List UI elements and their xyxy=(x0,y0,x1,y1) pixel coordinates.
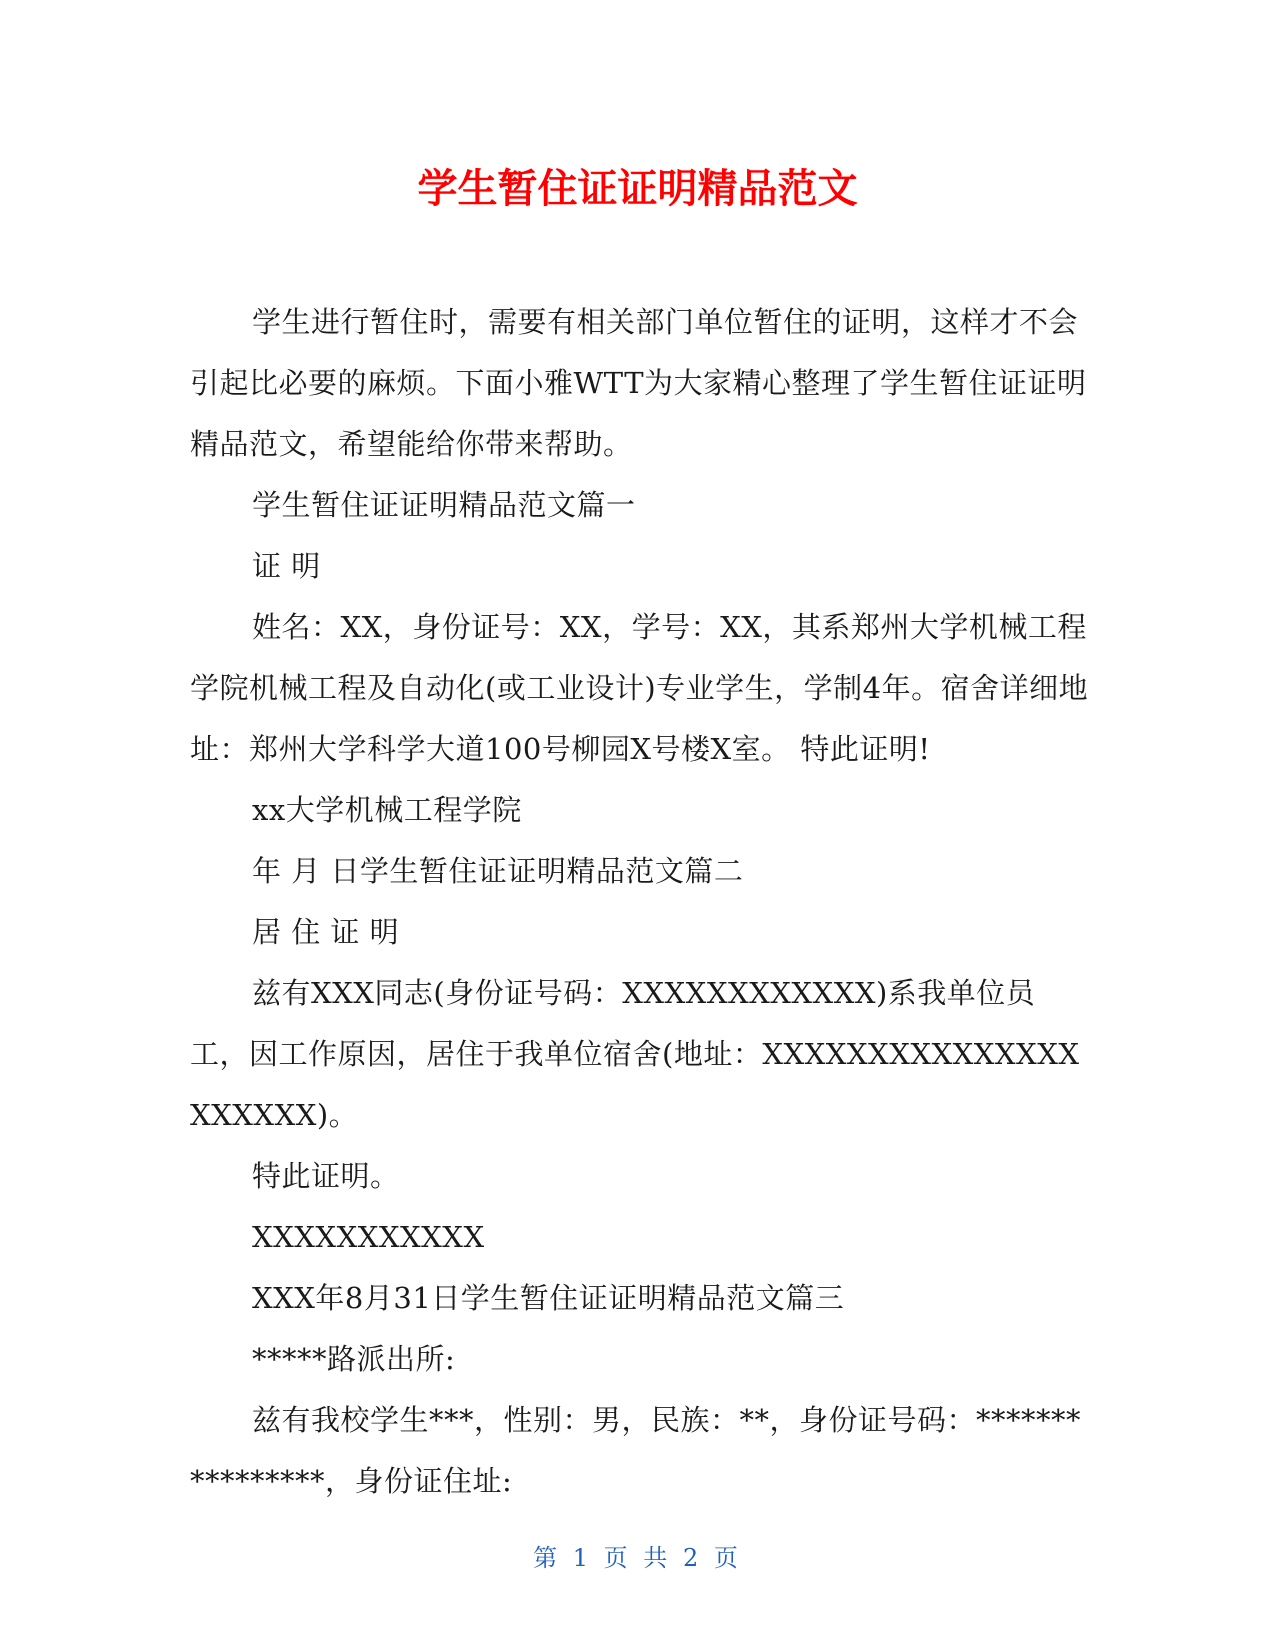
paragraph-addressee: *****路派出所: xyxy=(252,1342,456,1376)
section-heading-two: 年 月 日学生暂住证证明精品范文篇二 xyxy=(252,854,744,888)
page-number-footer: 第 1 页 共 2 页 xyxy=(533,1544,742,1572)
paragraph-signature: XXXXXXXXXXX xyxy=(252,1220,485,1254)
section-heading-one: 学生暂住证证明精品范文篇一 xyxy=(252,488,636,522)
section-heading-three: XXX年8月31日学生暂住证证明精品范文篇三 xyxy=(252,1281,845,1315)
paragraph-issuer: xx大学机械工程学院 xyxy=(252,793,522,827)
certificate-heading: 证 明 xyxy=(252,549,321,583)
residence-heading: 居 住 证 明 xyxy=(252,915,400,949)
paragraph-intro: 学生进行暂住时，需要有相关部门单位暂住的证明，这样才不会引起比必要的麻烦。下面小雅WTT为大家精心整理了学生暂住证证明精品范文，希望能给你带来帮助。 xyxy=(190,305,1087,461)
paragraph-employee-info: 兹有XXX同志(身份证号码：XXXXXXXXXXXX)系我单位员工，因工作原因，居住于我单位宿舍(地址：XXXXXXXXXXXXXXXXXXXXX)。 xyxy=(190,976,1080,1132)
paragraph-hereby: 特此证明。 xyxy=(252,1159,400,1193)
paragraph-student-info: 姓名：XX，身份证号：XX，学号：XX，其系郑州大学机械工程学院机械工程及自动化(或工业设计)专业学生，学制4年。宿舍详细地址：郑州大学科学大道100号柳园X号楼X室。 特此证明! xyxy=(190,610,1089,766)
document-body xyxy=(190,292,1090,1512)
paragraph-student-details: 兹有我校学生***，性别：男，民族：**，身份证号码：****************，身份证住址: xyxy=(190,1403,1082,1498)
document-title: 学生暂住证证明精品范文 xyxy=(417,166,858,212)
